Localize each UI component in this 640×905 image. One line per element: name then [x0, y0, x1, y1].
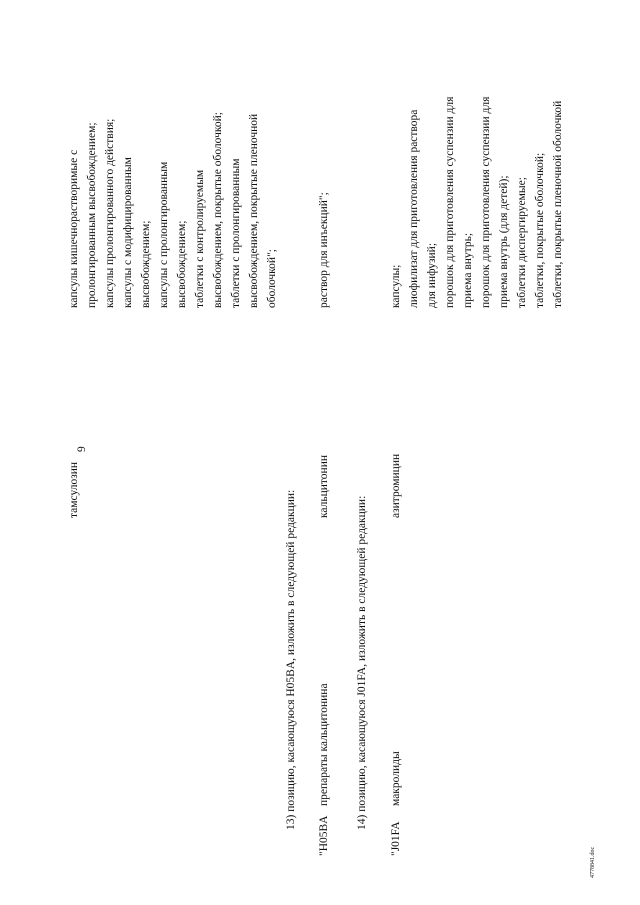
- form-line: раствор для инъекций";: [318, 192, 330, 308]
- form-line: оболочкой";: [266, 249, 278, 308]
- form-line: для инфузий;: [426, 242, 438, 308]
- footer-doc-code: 4778841.doc: [590, 846, 596, 878]
- form-line: приема внутрь (для детей);: [498, 175, 510, 308]
- item13-atc-code: "H05BA: [318, 815, 330, 856]
- page-number: 9: [76, 446, 88, 452]
- form-line: капсулы с модифицированным: [122, 157, 134, 308]
- form-line: лиофилизат для приготовления раствора: [408, 109, 420, 308]
- item13-dosage-forms: [315, 192, 333, 308]
- item13-heading: 13) позицию, касающуюся H05BA, изложить в следующей редакции:: [285, 489, 297, 830]
- form-line: пролонгированным высвобождением;: [86, 122, 98, 308]
- item14-dosage-forms: [387, 97, 567, 308]
- form-line: капсулы кишечнорастворимые с: [68, 149, 80, 308]
- drug-name-tamsulosin: тамсулозин: [68, 461, 80, 518]
- form-line: капсулы;: [390, 264, 402, 308]
- form-line: порошок для приготовления суспензии для: [480, 96, 492, 308]
- item14-group: макролиды: [390, 751, 402, 806]
- item14-heading: 14) позицию, касающуюся J01FA, изложить в следующей редакции:: [356, 495, 368, 830]
- form-line: капсулы с пролонгированным: [158, 161, 170, 308]
- item13-group: препараты кальцитонина: [318, 683, 330, 806]
- form-line: таблетки, покрытые оболочкой;: [534, 152, 546, 308]
- form-line: высвобождением;: [140, 220, 152, 308]
- form-line: порошок для приготовления суспензии для: [444, 96, 456, 308]
- form-line: таблетки с пролонгированным: [230, 158, 242, 308]
- item14-atc-code: "J01FA: [390, 821, 402, 856]
- form-line: таблетки диспергируемые;: [516, 177, 528, 308]
- item14-drug: азитромицин: [390, 453, 402, 518]
- form-line: высвобождением, покрытые пленочной: [248, 113, 260, 308]
- item13-drug: кальцитонин: [318, 455, 330, 518]
- form-line: таблетки, покрытые пленочной оболочкой: [552, 100, 564, 308]
- form-line: капсулы пролонгированного действия;: [104, 118, 116, 308]
- form-line: таблетки с контролируемым: [194, 169, 206, 308]
- form-line: высвобождением, покрытые оболочкой;: [212, 112, 224, 308]
- dosage-forms-tamsulosin: [65, 112, 281, 308]
- form-line: приема внутрь;: [462, 232, 474, 308]
- form-line: высвобождением;: [176, 220, 188, 308]
